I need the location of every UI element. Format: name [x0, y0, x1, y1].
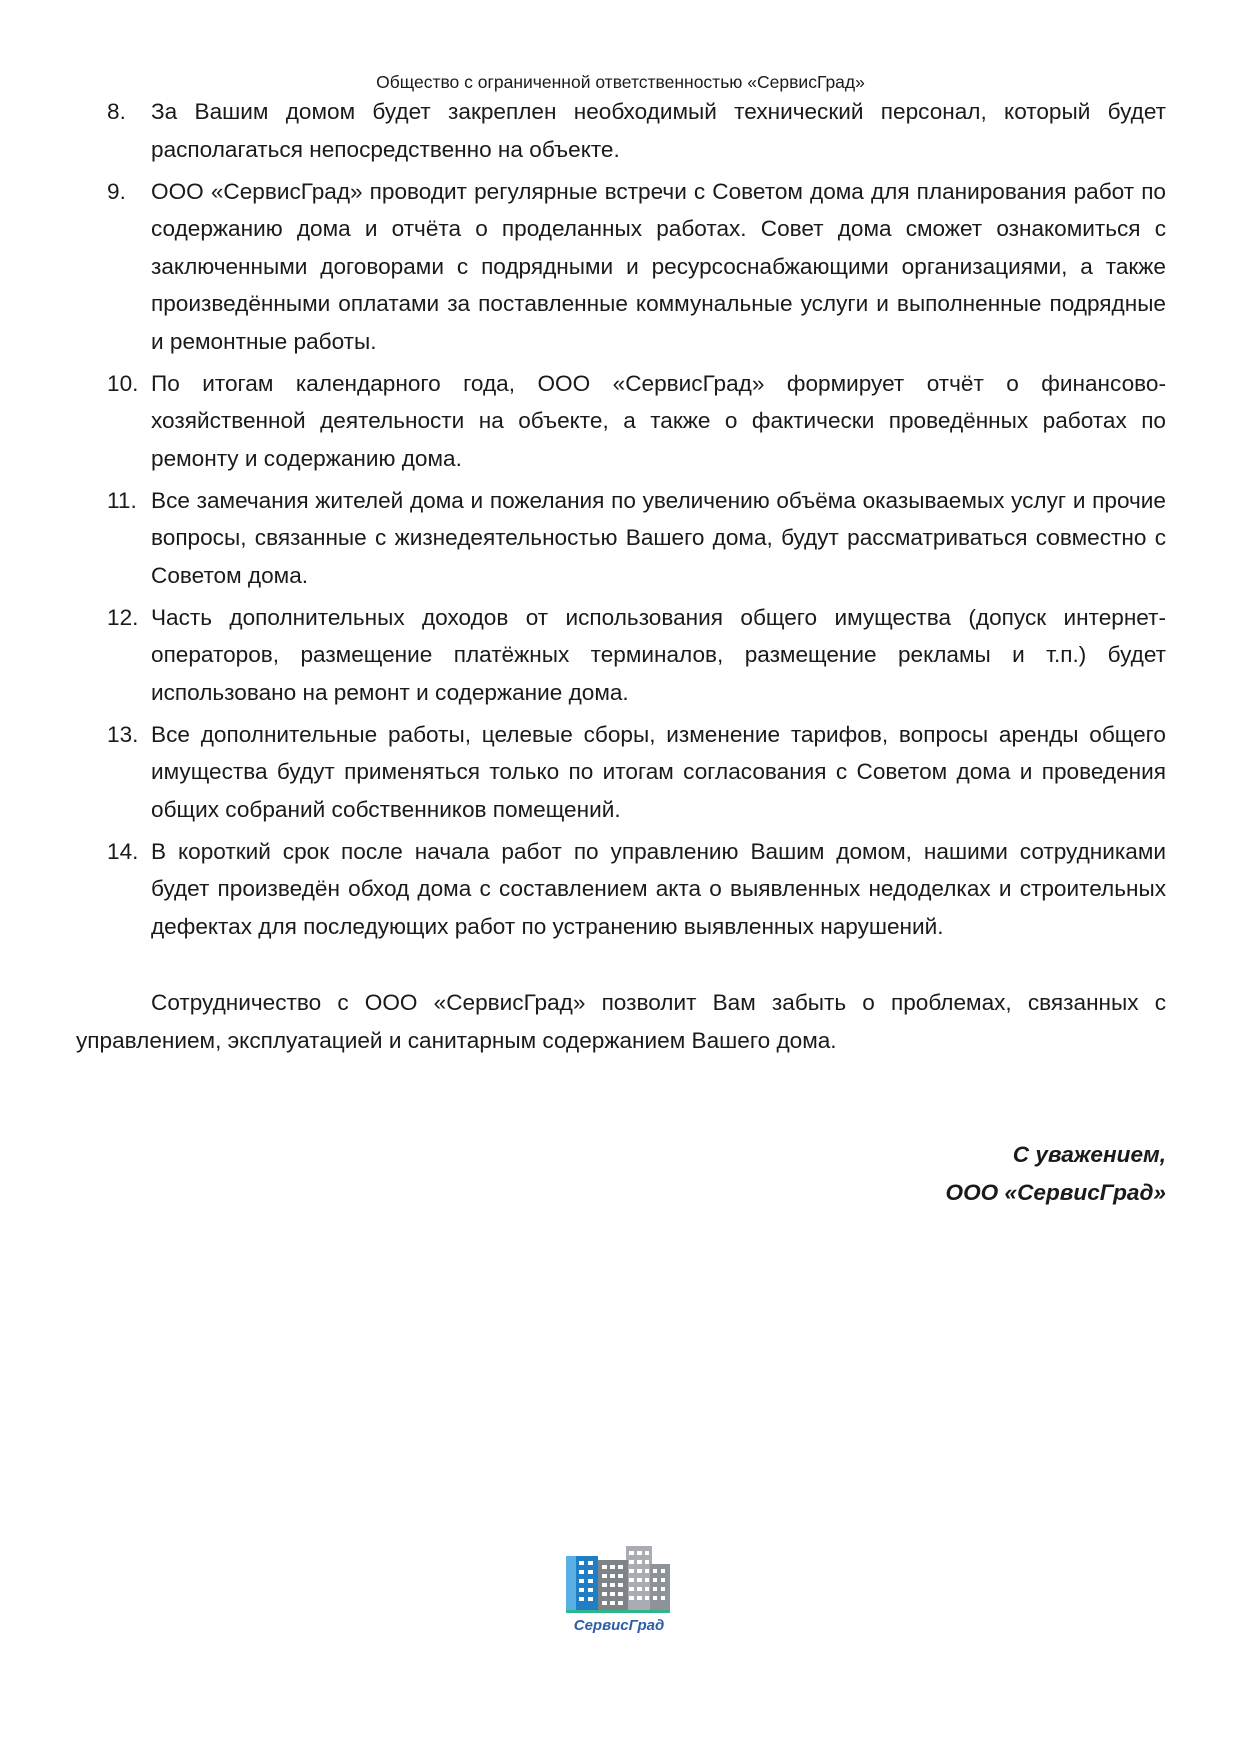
list-item [107, 716, 1166, 829]
closing-paragraph: Сотрудничество с ООО «СервисГрад» позволит Вам забыть о проблемах, связанных с управлением, эксплуатацией и санитарным содержанием Вашего дома. [76, 990, 1166, 1053]
list-item [107, 833, 1166, 946]
list-item-number: 11. [107, 487, 137, 513]
signature-block [946, 1136, 1166, 1212]
list-item-text: ООО «СервисГрад» проводит регулярные встречи с Советом дома для планирования работ по содержанию дома и отчёта о проделанных работах. Совет дома сможет ознакомиться с заключенными договорами с подрядными и ресурсоснабжающими организациями, а также произведёнными оплатами за поставленные коммунальные услуги и выполненные подрядные и ремонтные работы. [151, 178, 1166, 354]
list-item-number: 9. [107, 178, 126, 204]
list-item-text: Все замечания жителей дома и пожелания по увеличению объёма оказываемых услуг и прочие вопросы, связанные с жизнедеятельностью Вашего дома, будут рассматриваться совместно с Советом дома. [151, 487, 1166, 588]
logo-ground [566, 1610, 670, 1613]
page-header: Общество с ограниченной ответственностью «СервисГрад» [376, 72, 865, 92]
list-item-number: 10. [107, 370, 139, 396]
list-item-number: 12. [107, 604, 139, 630]
list-item-number: 14. [107, 838, 139, 864]
list-item-text: Часть дополнительных доходов от использования общего имущества (допуск интернет-операторов, размещение платёжных терминалов, размещение рекламы и т.п.) будет использовано на ремонт и содержание дома. [151, 604, 1166, 705]
list-item-text: В короткий срок после начала работ по управлению Вашим домом, нашими сотрудниками будет произведён обход дома с составлением акта о выявленных недоделках и строительных дефектах для последующих работ по устранению выявленных нарушений. [151, 838, 1166, 939]
list-item-text: За Вашим домом будет закреплен необходимый технический персонал, который будет располагаться непосредственно на объекте. [151, 99, 1166, 162]
list-item-text: По итогам календарного года, ООО «СервисГрад» формирует отчёт о финансово-хозяйственной деятельности на объекте, а также о фактически проведённых работах по ремонту и содержанию дома. [151, 370, 1166, 471]
signature-company: ООО «СервисГрад» [945, 1180, 1166, 1205]
list-item [107, 173, 1166, 361]
list-item-number: 13. [107, 721, 139, 747]
list-item [107, 599, 1166, 712]
list-item [107, 365, 1166, 478]
company-logo [564, 1546, 674, 1636]
list-item [107, 482, 1166, 595]
logo-text: СервисГрад [573, 1617, 665, 1634]
list-item-number: 8. [107, 99, 126, 124]
signature-greeting: С уважением, [1012, 1142, 1166, 1167]
list-item-text: Все дополнительные работы, целевые сборы, изменение тарифов, вопросы аренды общего имущества будут применяться только по итогам согласования с Советом дома и проведения общих собраний собственников помещений. [151, 721, 1166, 822]
numbered-list [107, 93, 1166, 950]
list-item [107, 93, 1166, 168]
